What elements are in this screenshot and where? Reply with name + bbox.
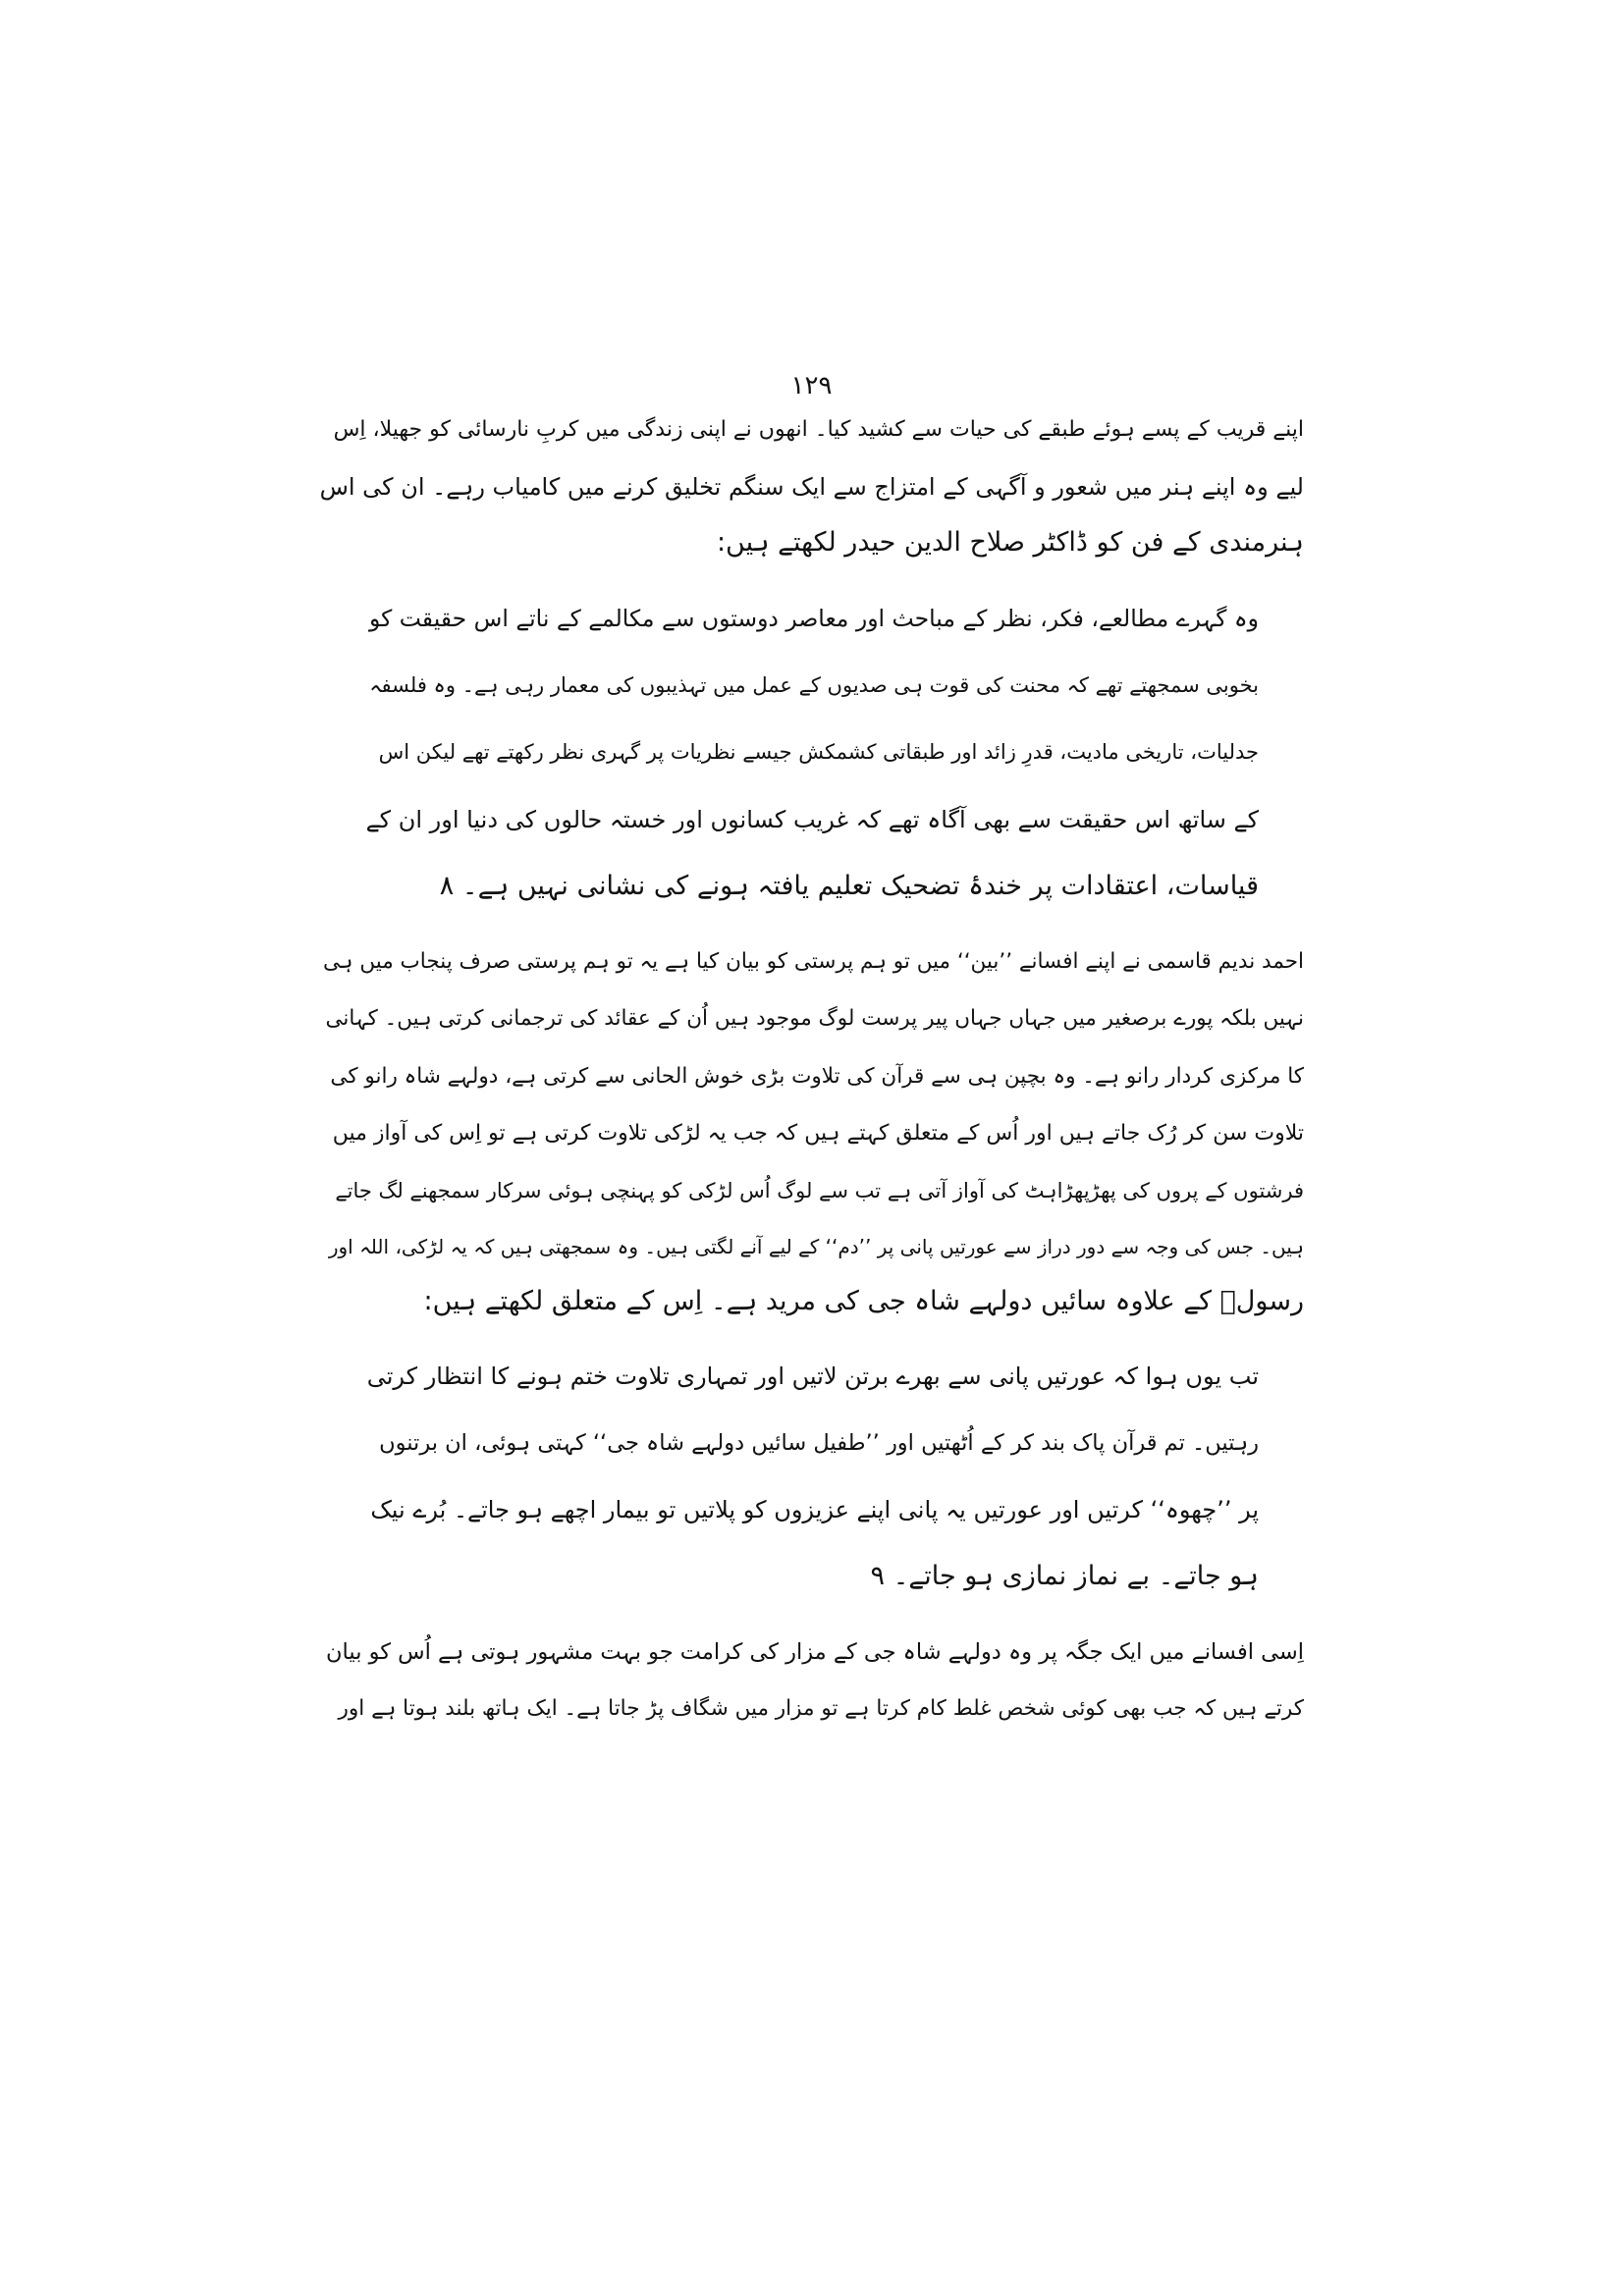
text-line: اپنے قریب کے پسے ہوئے طبقے کی حیات سے کشید کیا۔ انھوں نے اپنی زندگی میں کربِ نارسائی کو جھیلا، اِس [333, 417, 1304, 442]
quote-line: کے ساتھ اس حقیقت سے بھی آگاہ تھے کہ غریب کسانوں اور خستہ حالوں کی دنیا اور ان کے [365, 806, 1259, 833]
quote-line: رہتیں۔ تم قرآن پاک بند کر کے اُٹھتیں اور ’’طفیل سائیں دولہے شاہ جی‘‘ کہتی ہوئی، ان برتنوں [379, 1430, 1259, 1456]
quote-line: ہو جاتے۔ بے نماز نمازی ہو جاتے۔ ۹ [870, 1561, 1259, 1591]
text-line: ہنرمندی کے فن کو ڈاکٹر صلاح الدین حیدر لکھتے ہیں: [716, 527, 1304, 558]
text-line: تلاوت سن کر رُک جاتے ہیں اور اُس کے متعلق کہتے ہیں کہ جب یہ لڑکی تلاوت کرتی ہے تو اِس کی آواز میں [332, 1121, 1304, 1146]
text-line: ہیں۔ جس کی وجہ سے دور دراز سے عورتیں پانی پر ’’دم‘‘ کے لیے آنے لگتی ہیں۔ وہ سمجھتی ہیں کہ یہ لڑکی، اللہ اور [328, 1235, 1304, 1258]
text-line: کا مرکزی کردار رانو ہے۔ وہ بچپن ہی سے قرآن کی تلاوت بڑی خوش الحانی سے کرتی ہے، دولہے شاہ رانو کی [330, 1064, 1304, 1089]
quote-line: قیاسات، اعتقادات پر خندۂ تضحیک تعلیم یافتہ ہونے کی نشانی نہیں ہے۔ ۸ [439, 871, 1259, 901]
quote-line: تب یوں ہوا کہ عورتیں پانی سے بھرے برتن لاتیں اور تمہاری تلاوت ختم ہونے کا انتظار کرتی [366, 1362, 1259, 1390]
page-number: ۱۲۹ [790, 371, 833, 400]
quote-line: پر ’’چھوہ‘‘ کرتیں اور عورتیں یہ پانی اپنے عزیزوں کو پلاتیں تو بیمار اچھے ہو جاتے۔ بُرے نیک [370, 1496, 1259, 1523]
text-line: لیے وہ اپنے ہنر میں شعور و آگہی کے امتزاج سے ایک سنگم تخلیق کرنے میں کامیاب رہے۔ ان کی اس [320, 473, 1304, 501]
text-line: احمد ندیم قاسمی نے اپنے افسانے ’’بین‘‘ میں تو ہم پرستی کو بیان کیا ہے یہ تو ہم پرستی صرف پنجاب میں ہی [323, 949, 1304, 974]
quote-line: جدلیات، تاریخی مادیت، قدرِ زائد اور طبقاتی کشمکش جیسے نظریات پر گہری نظر رکھتے تھے لیکن اس [378, 740, 1259, 764]
text-line: نہیں بلکہ پورے برصغیر میں جہاں جہاں پیر پرست لوگ موجود ہیں اُن کے عقائد کی ترجمانی کرتی ہیں۔ کہانی [325, 1006, 1304, 1031]
text-line: اِسی افسانے میں ایک جگہ پر وہ دولہے شاہ جی کے مزار کی کرامت جو بہت مشہور ہوتی ہے اُس کو بیان [326, 1639, 1304, 1665]
quote-line: بخوبی سمجھتے تھے کہ محنت کی قوت ہی صدیوں کے عمل میں تہذیبوں کی معمار رہی ہے۔ وہ فلسفہ [369, 673, 1259, 697]
text-line: کرتے ہیں کہ جب بھی کوئی شخص غلط کام کرتا ہے تو مزار میں شگاف پڑ جاتا ہے۔ ایک ہاتھ بلند ہوتا ہے اور [338, 1696, 1304, 1721]
quote-line: وہ گہرے مطالعے، فکر، نظر کے مباحث اور معاصر دوستوں سے مکالمے کے ناتے اس حقیقت کو [368, 605, 1259, 632]
text-line: فرشتوں کے پروں کی پھڑپھڑاہٹ کی آواز آتی ہے تب سے لوگ اُس لڑکی کو پہنچی ہوئی سرکار سمجھنے لگ جاتے [335, 1179, 1304, 1202]
text-line: رسولؐ کے علاوہ سائیں دولہے شاہ جی کی مرید ہے۔ اِس کے متعلق لکھتے ہیں: [423, 1286, 1304, 1316]
